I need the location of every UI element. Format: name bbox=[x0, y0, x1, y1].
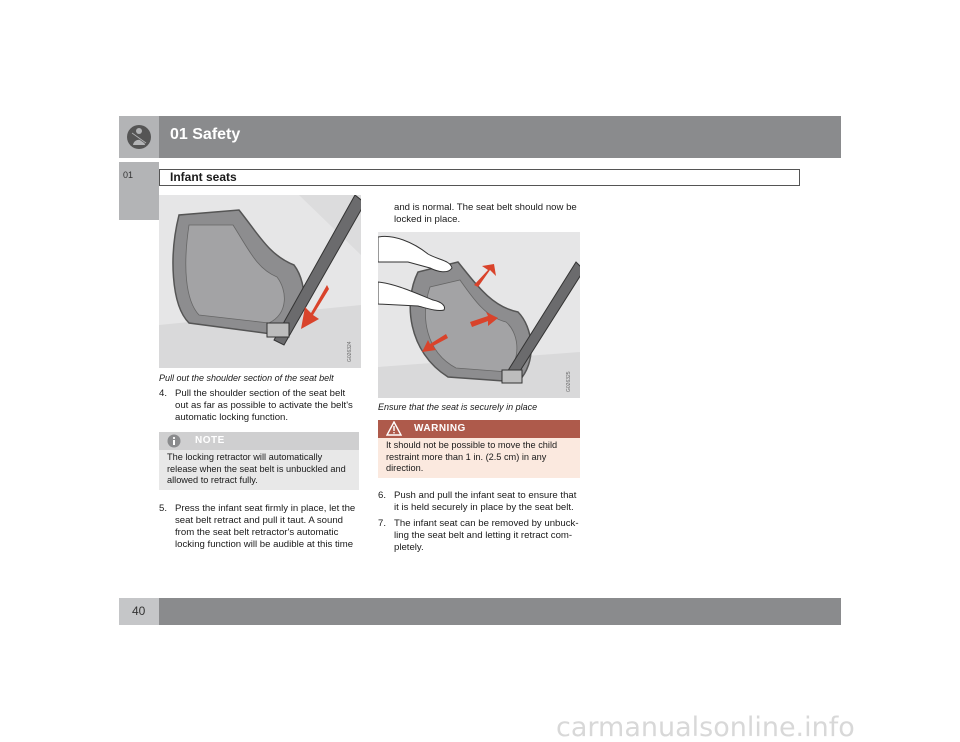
page-number-tab bbox=[119, 598, 159, 625]
footer-bar bbox=[159, 598, 841, 625]
step-7 bbox=[378, 518, 582, 556]
step-text: The infant seat can be removed by unbuck- ling the seat belt and letting it retract com- pletely. bbox=[394, 518, 579, 553]
figure-secure-seat bbox=[378, 232, 580, 398]
figure-code: G026325 bbox=[566, 371, 572, 392]
step-text: Pull the shoulder section of the seat belt out as far as possible to activate the belt's automatic locking function. bbox=[175, 388, 353, 423]
step-number: 5. bbox=[159, 503, 168, 514]
warning-box bbox=[378, 420, 580, 478]
info-icon bbox=[167, 434, 181, 448]
chapter-icon-box bbox=[119, 116, 159, 158]
warning-triangle-icon bbox=[386, 421, 402, 436]
note-title: NOTE bbox=[195, 435, 225, 446]
chapter-side-tab bbox=[119, 162, 159, 220]
step-5-continued bbox=[378, 202, 582, 228]
page-number: 40 bbox=[132, 604, 146, 618]
step-number: 6. bbox=[378, 490, 387, 501]
infant-seat-push-illustration bbox=[378, 232, 580, 398]
figure-caption: Ensure that the seat is securely in place bbox=[378, 402, 538, 412]
section-header bbox=[159, 169, 800, 186]
watermark-text: carmanualsonline.info bbox=[556, 712, 855, 742]
warning-title: WARNING bbox=[414, 423, 466, 434]
note-text: The locking retractor will automatically release when the seat belt is unbuckled and allowed to retract fully. bbox=[167, 452, 346, 485]
figure-pull-belt bbox=[159, 195, 361, 368]
side-tab-label: 01 bbox=[123, 170, 134, 180]
section-title: Infant seats bbox=[170, 170, 237, 184]
step-text: Press the infant seat firmly in place, let the seat belt retract and pull it taut. A sound from the seat belt retractor's automatic locking function will be audible at this time bbox=[175, 503, 356, 550]
figure-code: G026324 bbox=[347, 341, 353, 362]
figure-caption: Pull out the shoulder section of the seat belt bbox=[159, 373, 334, 383]
step-4 bbox=[159, 388, 361, 428]
warning-text: It should not be possible to move the child restraint more than 1 in. (2.5 cm) in any direction. bbox=[386, 440, 558, 473]
note-box bbox=[159, 432, 359, 490]
step-text: Push and pull the infant seat to ensure that it is held securely in place by the seat belt. bbox=[394, 490, 577, 513]
step-5 bbox=[159, 503, 361, 553]
seatbelt-safety-icon bbox=[126, 124, 152, 150]
chapter-title: 01 Safety bbox=[170, 126, 241, 143]
step-text: and is normal. The seat belt should now be locked in place. bbox=[394, 202, 577, 225]
note-header bbox=[159, 432, 359, 450]
step-number: 4. bbox=[159, 388, 168, 399]
infant-seat-belt-illustration bbox=[159, 195, 361, 368]
step-6 bbox=[378, 490, 582, 516]
warning-header bbox=[378, 420, 580, 438]
step-number: 7. bbox=[378, 518, 387, 529]
